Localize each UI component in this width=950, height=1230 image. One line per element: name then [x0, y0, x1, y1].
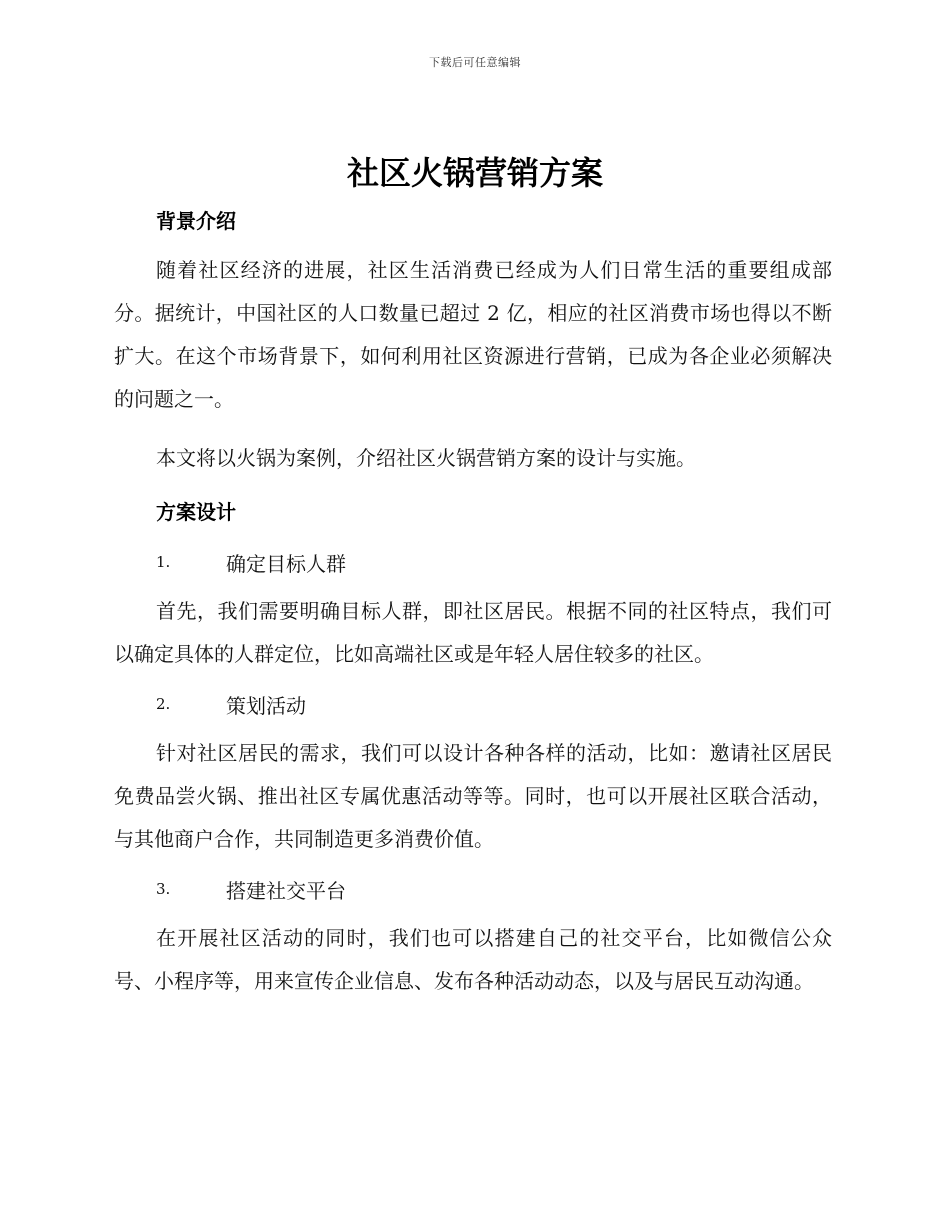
section-heading-background: 背景介绍	[156, 209, 236, 233]
paragraph-background-2: 本文将以火锅为案例，介绍社区火锅营销方案的设计与实施。	[156, 446, 696, 470]
list-number: 1.	[156, 553, 171, 571]
document-title: 社区火锅营销方案	[346, 154, 603, 192]
section-heading-design: 方案设计	[156, 500, 236, 524]
list-number: 2.	[156, 695, 171, 713]
list-item-label: 策划活动	[226, 693, 306, 718]
list-number: 3.	[156, 880, 171, 898]
paragraph-item-3: 在开展社区活动的同时，我们也可以搭建自己的社交平台，比如微信公众号、小程序等，用来宣传企业信息、发布各种活动动态，以及与居民互动沟通。	[114, 926, 832, 993]
list-item-label: 搭建社交平台	[226, 878, 346, 903]
list-item-3	[156, 871, 832, 907]
list-item-label: 确定目标人群	[226, 551, 346, 576]
paragraph-item-2: 针对社区居民的需求，我们可以设计各种各样的活动，比如：邀请社区居民免费品尝火锅、推出社区专属优惠活动等等。同时，也可以开展社区联合活动，与其他商户合作，共同制造更多消费价值。	[114, 741, 832, 851]
paragraph-item-1: 首先，我们需要明确目标人群，即社区居民。根据不同的社区特点，我们可以确定具体的人群定位，比如高端社区或是年轻人居住较多的社区。	[114, 599, 832, 666]
list-item-1	[156, 544, 832, 580]
list-item-2	[156, 686, 832, 722]
paragraph-background-1: 随着社区经济的进展，社区生活消费已经成为人们日常生活的重要组成部分。据统计，中国社区的人口数量已超过 2 亿，相应的社区消费市场也得以不断扩大。在这个市场背景下，如何利用社区资源进行营销，已成为各企业必须解决的问题之一。	[114, 258, 832, 411]
header-note: 下载后可任意编辑	[429, 56, 521, 69]
document-body	[114, 203, 832, 1003]
